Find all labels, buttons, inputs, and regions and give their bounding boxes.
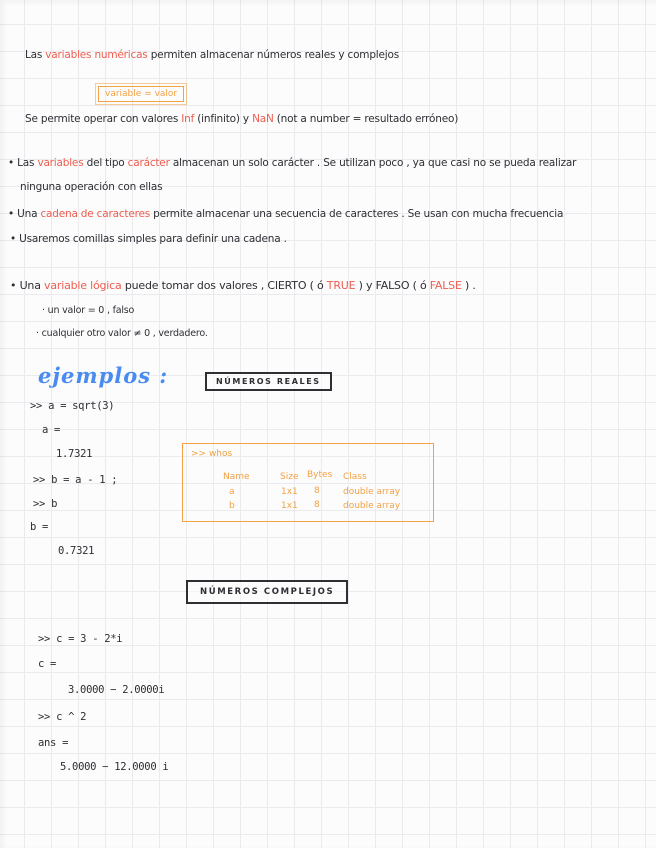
bullet-cadena-line: [8, 208, 563, 220]
highlight-inf: Inf: [181, 113, 195, 125]
text-run: permiten almacenar números reales y complejos: [147, 49, 399, 61]
code-text: >> c ^ 2: [38, 711, 87, 723]
code-ans-value: [60, 761, 168, 773]
whos-row-b-class: double array: [343, 501, 401, 511]
whos-row-b-name: b: [229, 501, 235, 511]
whos-row-a-size: 1x1: [281, 487, 298, 497]
text-run: (infinito) y: [194, 113, 253, 125]
text-run: Se permite operar con valores: [25, 113, 182, 125]
ejemplos-heading: [38, 363, 168, 388]
text-run: • Una: [8, 208, 41, 220]
code-b-echo: [33, 498, 57, 510]
text-run: ) .: [461, 279, 476, 292]
variable-valor-label: variable = valor: [105, 89, 178, 99]
highlight-false: FALSE: [429, 279, 462, 292]
text-run: · un valor = 0 , falso: [42, 305, 135, 316]
ejemplos-label: ejemplos :: [38, 363, 169, 388]
code-b-value: [58, 545, 94, 557]
highlight-true: TRUE: [326, 279, 356, 292]
numeros-complejos-title-box: [186, 580, 348, 604]
text-run: permite almacenar una secuencia de caracteres . Se usan con mucha frecuencia: [150, 208, 564, 220]
intro-line-1: [25, 49, 399, 61]
highlight-variables-numericas: variables numéricas: [45, 49, 148, 61]
text-run: • Las: [8, 157, 38, 169]
highlight-caracter: carácter: [127, 157, 170, 169]
whos-header-class: Class: [343, 472, 367, 482]
code-text: ans =: [38, 737, 69, 749]
highlight-cadena-de-caracteres: cadena de caracteres: [40, 208, 150, 220]
text-run: puede tomar dos valores , CIERTO ( ó: [121, 279, 327, 292]
whos-row-a-bytes: 8: [314, 486, 320, 496]
code-text: a =: [42, 424, 61, 436]
code-c-value: [68, 684, 164, 696]
code-c-equals: [38, 658, 56, 670]
code-text: >> b: [33, 498, 58, 510]
bullet-caracter-line-2: [20, 181, 162, 193]
whos-header-name: Name: [223, 472, 250, 482]
code-c-squared: [38, 711, 86, 723]
text-run: • Usaremos comillas simples para definir una cadena .: [10, 233, 287, 245]
text-run: del tipo: [83, 157, 128, 169]
variable-valor-box: [98, 86, 184, 102]
text-run: ninguna operación con ellas: [20, 181, 163, 193]
text-run: almacenan un solo carácter . Se utilizan poco , ya que casi no se pueda realizar: [169, 157, 577, 169]
code-b-equals: [30, 521, 48, 533]
code-text: 0.7321: [58, 545, 95, 557]
logical-sub-falso: [42, 305, 134, 316]
whos-row-b-bytes: 8: [314, 500, 320, 510]
text-run: ) y FALSO ( ó: [355, 279, 430, 292]
code-ans-equals: [38, 737, 68, 749]
numeros-reales-title-box: [205, 372, 332, 391]
whos-row-b-size: 1x1: [281, 501, 298, 511]
code-a-sqrt: [30, 400, 114, 412]
code-text: >> a = sqrt(3): [30, 400, 115, 412]
logical-sub-verdadero: [36, 328, 208, 339]
highlight-variable-logica: variable lógica: [44, 279, 122, 292]
whos-header-bytes: Bytes: [307, 470, 333, 480]
highlight-variables: variables: [37, 157, 84, 169]
text-run: · cualquier otro valor ≠ 0 , verdadero.: [36, 328, 208, 339]
intro-line-2: [25, 113, 458, 125]
text-run: (not a number = resultado erróneo): [273, 113, 459, 125]
whos-row-a-name: a: [229, 487, 235, 497]
code-text: c =: [38, 658, 57, 670]
code-c-assign: [38, 633, 122, 645]
numeros-complejos-label: NÚMEROS COMPLEJOS: [200, 587, 335, 597]
code-text: b =: [30, 521, 49, 533]
code-text: 3.0000 − 2.0000i: [68, 684, 165, 696]
code-a-value: [56, 448, 92, 460]
bullet-comillas-line: [10, 233, 287, 245]
bullet-caracter-line-1: [8, 157, 576, 169]
code-text: 1.7321: [56, 448, 93, 460]
highlight-nan: NaN: [252, 113, 274, 125]
code-a-equals: [42, 424, 60, 436]
code-text: >> b = a - 1 ;: [33, 474, 118, 486]
logical-variable-line: [10, 279, 476, 292]
code-b-assign: [33, 474, 117, 486]
whos-command: >> whos: [191, 449, 233, 459]
text-run: • Una: [10, 279, 45, 292]
code-text: >> c = 3 - 2*i: [38, 633, 123, 645]
code-text: 5.0000 − 12.0000 i: [60, 761, 169, 773]
whos-row-a-class: double array: [343, 487, 401, 497]
whos-header-size: Size: [280, 472, 299, 482]
numeros-reales-label: NÚMEROS REALES: [216, 377, 321, 386]
text-run: Las: [25, 49, 46, 61]
whos-output-box: [182, 443, 434, 522]
